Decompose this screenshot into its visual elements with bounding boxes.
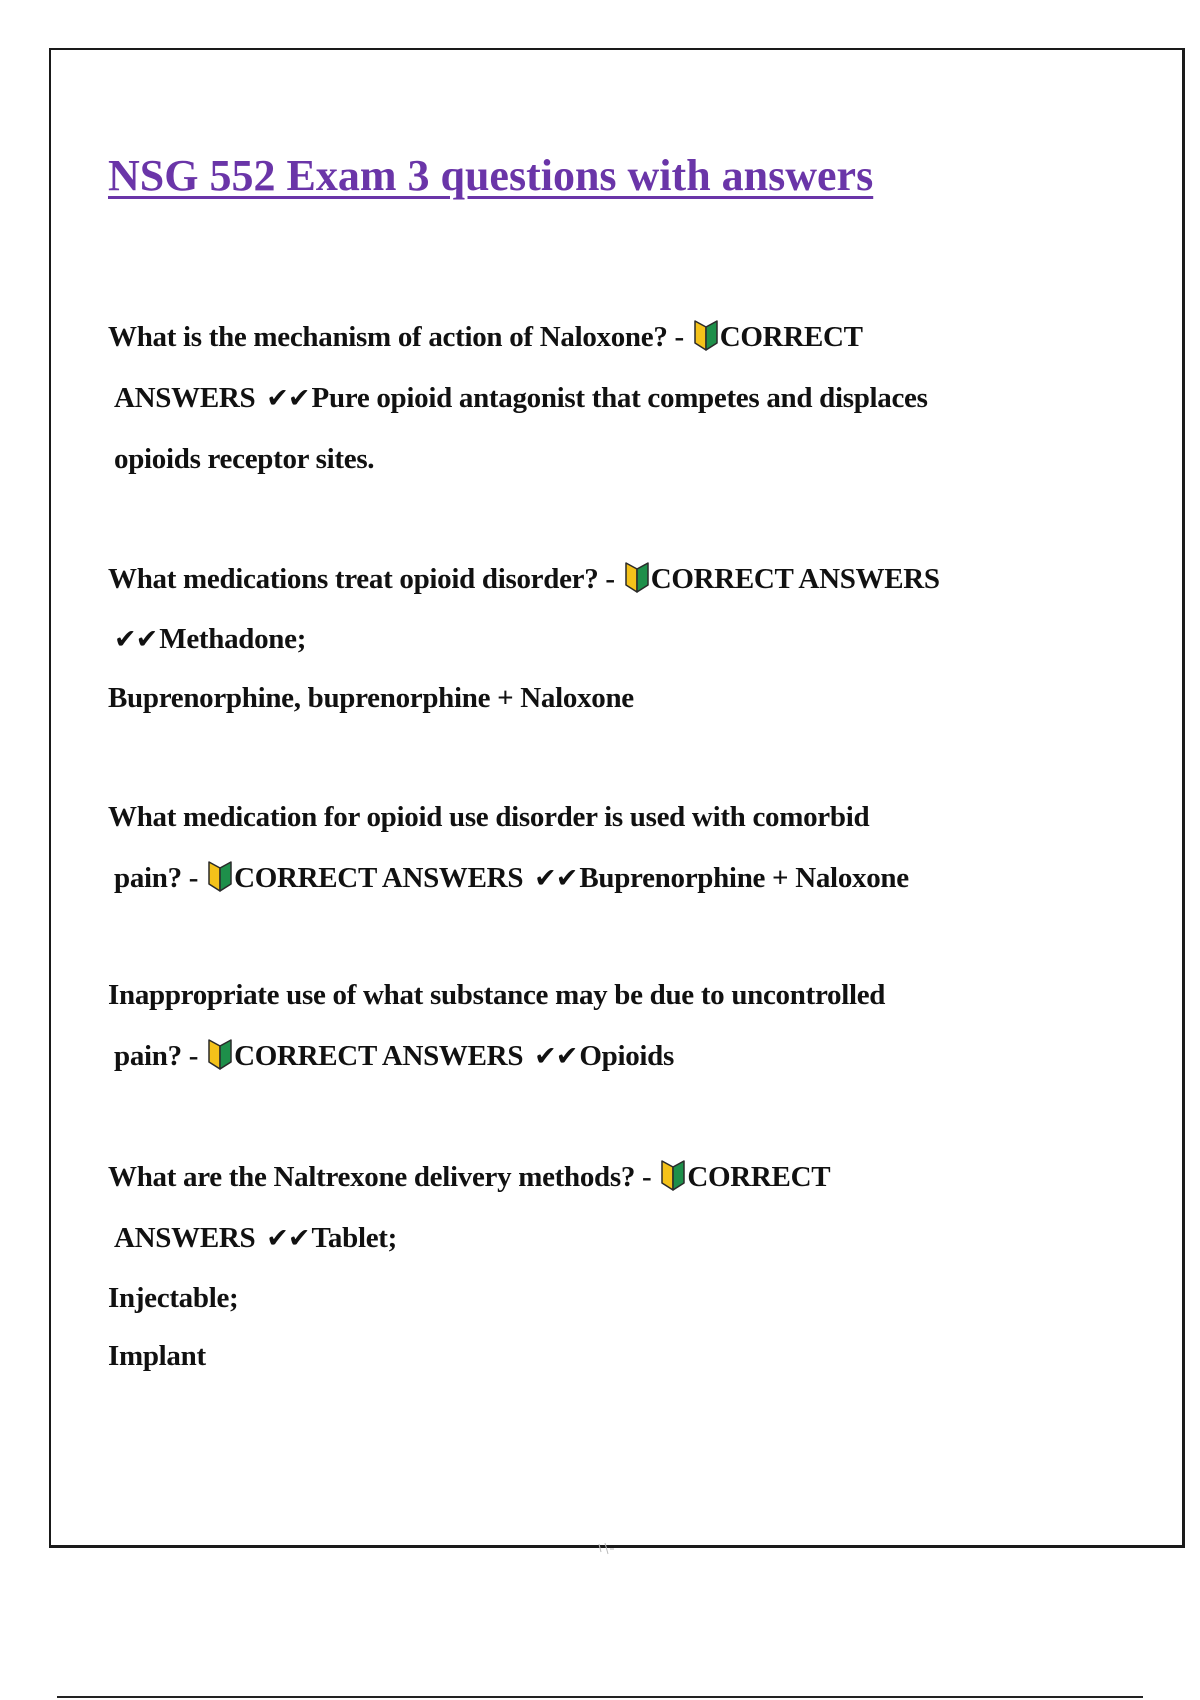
answer-badge-icon bbox=[207, 1037, 233, 1071]
answer-text: Buprenorphine + Naloxone bbox=[579, 862, 909, 894]
qa-question-line bbox=[108, 787, 1048, 848]
qa-answer-line bbox=[108, 1327, 1048, 1385]
qa-answer-line bbox=[108, 848, 1048, 909]
answer-label: CORRECT bbox=[687, 1161, 831, 1193]
answer-text: opioids receptor sites. bbox=[114, 443, 375, 475]
question-text: pain? - bbox=[114, 1040, 206, 1072]
qa-answer-line bbox=[108, 368, 1048, 429]
qa-item-5 bbox=[108, 1147, 1048, 1385]
answer-label: CORRECT ANSWERS bbox=[234, 1040, 531, 1072]
qa-item-2 bbox=[108, 549, 1048, 729]
answer-label: CORRECT bbox=[719, 321, 863, 353]
double-checkmark-icon: ✔✔ bbox=[114, 624, 158, 655]
footer-divider bbox=[57, 1696, 1143, 1698]
answer-text: Methadone; bbox=[159, 623, 307, 655]
qa-answer-line bbox=[108, 1208, 1048, 1269]
answer-text: Opioids bbox=[579, 1040, 674, 1072]
answer-label: ANSWERS bbox=[114, 1222, 263, 1254]
answer-badge-icon bbox=[660, 1158, 686, 1192]
answer-text: Injectable; bbox=[108, 1282, 239, 1314]
question-text: pain? - bbox=[114, 862, 206, 894]
qa-question-line bbox=[108, 307, 1048, 368]
answer-badge-icon bbox=[207, 859, 233, 893]
qa-answer-line bbox=[108, 1026, 1048, 1087]
page-mark-icon bbox=[596, 1540, 616, 1558]
answer-label: CORRECT ANSWERS bbox=[650, 563, 940, 595]
qa-answer-line bbox=[108, 429, 1048, 490]
qa-question-line bbox=[108, 1147, 1048, 1208]
double-checkmark-icon: ✔✔ bbox=[534, 863, 578, 894]
answer-text: Pure opioid antagonist that competes and displaces bbox=[311, 382, 928, 414]
answer-badge-icon bbox=[693, 318, 719, 352]
question-text: What are the Naltrexone delivery methods? - bbox=[108, 1161, 659, 1193]
qa-item-1 bbox=[108, 307, 1048, 490]
answer-text: Implant bbox=[108, 1340, 206, 1372]
question-text: Inappropriate use of what substance may be due to uncontrolled bbox=[108, 979, 886, 1011]
question-text: What medication for opioid use disorder is used with comorbid bbox=[108, 801, 870, 833]
double-checkmark-icon: ✔✔ bbox=[266, 1223, 310, 1254]
answer-badge-icon bbox=[624, 560, 650, 594]
answer-label: CORRECT ANSWERS bbox=[234, 862, 531, 894]
double-checkmark-icon: ✔✔ bbox=[534, 1041, 578, 1072]
double-checkmark-icon: ✔✔ bbox=[266, 383, 310, 414]
answer-text: Tablet; bbox=[311, 1222, 397, 1254]
question-text: What is the mechanism of action of Naloxone? - bbox=[108, 321, 691, 353]
qa-question-line bbox=[108, 549, 1048, 610]
qa-item-3 bbox=[108, 787, 1048, 909]
qa-question-line bbox=[108, 965, 1048, 1026]
document-title: NSG 552 Exam 3 questions with answers bbox=[108, 151, 874, 200]
qa-answer-line bbox=[108, 668, 1048, 729]
qa-item-4 bbox=[108, 965, 1048, 1087]
answer-text: Buprenorphine, buprenorphine + Naloxone bbox=[108, 682, 634, 714]
answer-label: ANSWERS bbox=[114, 382, 263, 414]
qa-answer-line bbox=[108, 610, 1048, 668]
qa-answer-line bbox=[108, 1269, 1048, 1327]
question-text: What medications treat opioid disorder? - bbox=[108, 563, 622, 595]
